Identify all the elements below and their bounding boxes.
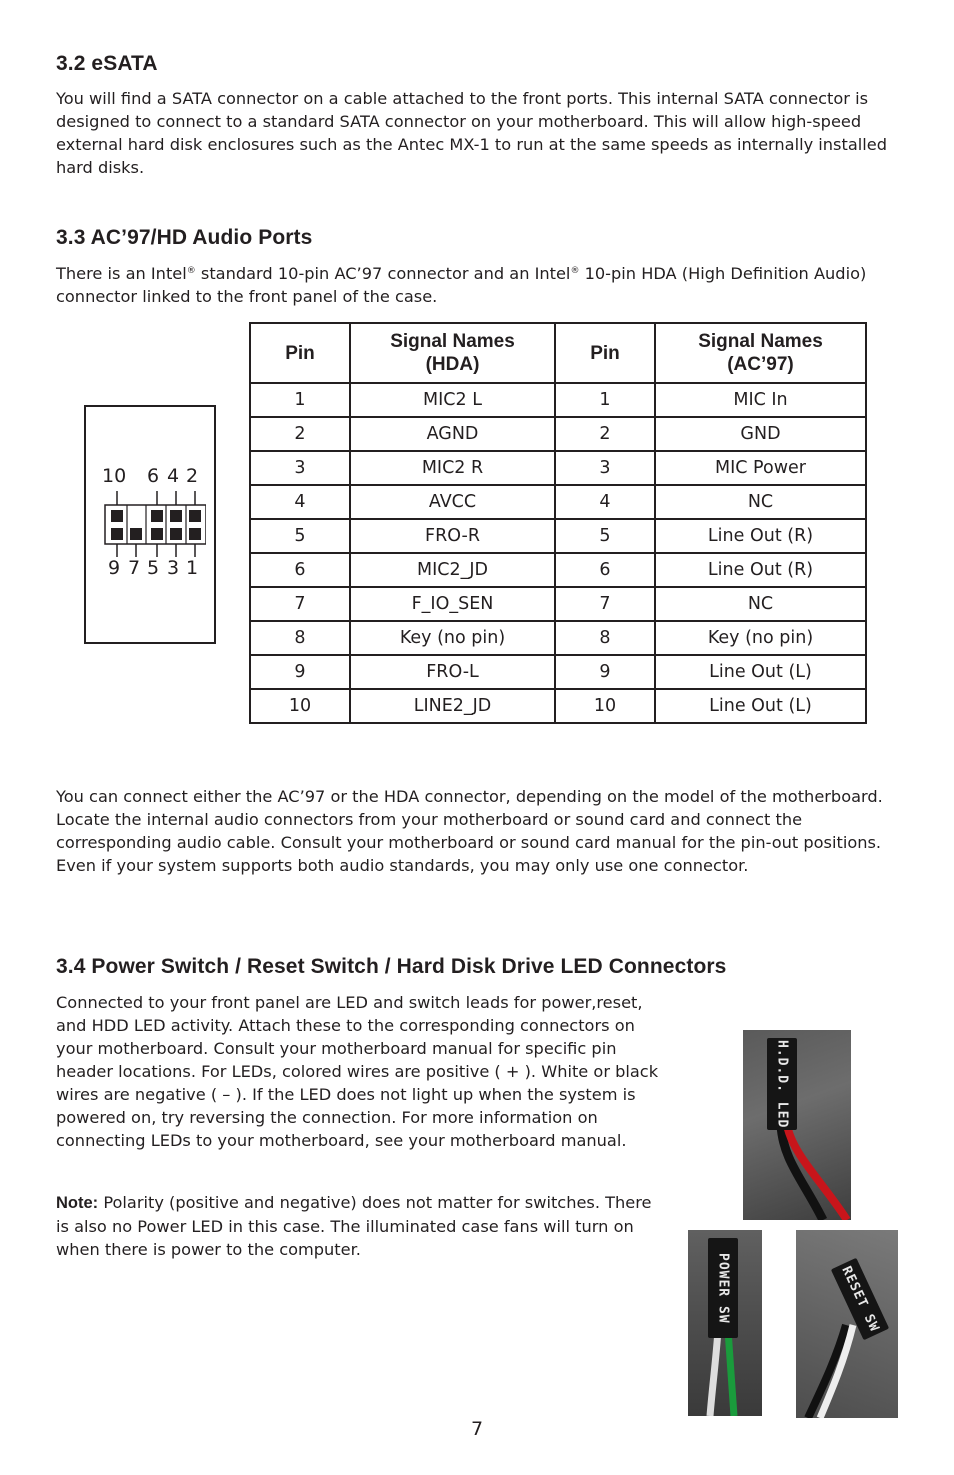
esata-heading: 3.2 eSATA — [56, 52, 158, 75]
cell-signal-ac97: MIC In — [655, 383, 866, 417]
cell-signal-ac97: GND — [655, 417, 866, 451]
cell-signal-hda: AGND — [350, 417, 555, 451]
hdd-led-photo — [743, 1030, 851, 1220]
cell-signal-ac97: NC — [655, 587, 866, 621]
reset-sw-label: RESET SW — [831, 1258, 889, 1341]
table-row — [250, 451, 866, 485]
cell-signal-hda: AVCC — [350, 485, 555, 519]
cell-pin-hda: 6 — [250, 553, 350, 587]
pin-label-4: 4 — [167, 465, 180, 487]
pin-label-10: 10 — [102, 465, 127, 487]
cell-pin-ac97: 4 — [555, 485, 655, 519]
cell-pin-hda: 7 — [250, 587, 350, 621]
cell-signal-ac97: Key (no pin) — [655, 621, 866, 655]
cell-pin-hda: 4 — [250, 485, 350, 519]
cell-signal-ac97: MIC Power — [655, 451, 866, 485]
pin-label-3: 3 — [167, 557, 180, 579]
pin-label-7: 7 — [128, 557, 141, 579]
cell-signal-hda: F_IO_SEN — [350, 587, 555, 621]
cell-pin-hda: 1 — [250, 383, 350, 417]
cell-pin-ac97: 5 — [555, 519, 655, 553]
audio-intro: There is an Intel® standard 10-pin AC’97 connector and an Intel® 10-pin HDA (High Definition Audio) connector linked to the front panel of the case. — [56, 264, 867, 306]
cell-signal-hda: LINE2_JD — [350, 689, 555, 723]
table-row — [250, 655, 866, 689]
cell-pin-ac97: 3 — [555, 451, 655, 485]
cell-pin-ac97: 1 — [555, 383, 655, 417]
cell-pin-hda: 2 — [250, 417, 350, 451]
cell-pin-ac97: 9 — [555, 655, 655, 689]
pin-label-2: 2 — [186, 465, 199, 487]
header-signal-hda: Signal Names (HDA) — [350, 323, 555, 383]
cell-pin-ac97: 2 — [555, 417, 655, 451]
table-row — [250, 689, 866, 723]
power-heading: 3.4 Power Switch / Reset Switch / Hard Disk Drive LED Connectors — [56, 955, 727, 978]
audio-body: You can connect either the AC’97 or the HDA connector, depending on the model of the motherboard. Locate the internal audio connectors from your motherboard or sound card and connect the corresponding audio cable. Consult your motherboard or sound card manual for the pin-out positions. Even if your system supports both audio standards, you may only use one connector. — [56, 787, 883, 875]
page-number: 7 — [470, 1418, 484, 1440]
cell-pin-hda: 3 — [250, 451, 350, 485]
pin-label-1: 1 — [186, 557, 199, 579]
power-sw-label: POWER SW — [708, 1238, 738, 1338]
reset-sw-photo — [796, 1230, 898, 1418]
table-row — [250, 553, 866, 587]
table-header-row — [250, 323, 866, 383]
cell-signal-hda: MIC2 R — [350, 451, 555, 485]
cell-signal-ac97: NC — [655, 485, 866, 519]
table-row — [250, 519, 866, 553]
cell-signal-ac97: Line Out (L) — [655, 689, 866, 723]
cell-pin-ac97: 6 — [555, 553, 655, 587]
power-note — [56, 1191, 666, 1261]
cell-pin-ac97: 10 — [555, 689, 655, 723]
cell-pin-hda: 10 — [250, 689, 350, 723]
audio-pin-table — [249, 322, 867, 724]
audio-heading: 3.3 AC’97/HD Audio Ports — [56, 226, 313, 249]
pin-label-6: 6 — [147, 465, 160, 487]
pin-label-9: 9 — [108, 557, 121, 579]
hdd-led-label: H.D.D. LED — [767, 1038, 797, 1130]
table-row — [250, 485, 866, 519]
cell-signal-hda: FRO-L — [350, 655, 555, 689]
power-body: Connected to your front panel are LED and switch leads for power,reset, and HDD LED activity. Attach these to the corresponding connectors on your motherboard. Consult your motherboard manual for specific pin header locations. For LEDs, colored wires are positive ( + ). White or black wires are negative ( – ). If the LED does not light up when the system is powered on, try reversing the connection. For more information on connecting LEDs to your motherboard, see your motherboard manual. — [56, 993, 659, 1150]
cell-pin-hda: 5 — [250, 519, 350, 553]
pin-header-graphic — [100, 491, 206, 559]
note-body: Polarity (positive and negative) does not matter for switches. There is also no Power LED in this case. The illuminated case fans will turn on when there is power to the computer. — [56, 1193, 652, 1259]
table-row — [250, 383, 866, 417]
cell-pin-ac97: 8 — [555, 621, 655, 655]
cell-signal-ac97: Line Out (R) — [655, 519, 866, 553]
cell-signal-ac97: Line Out (R) — [655, 553, 866, 587]
cell-pin-hda: 9 — [250, 655, 350, 689]
audio-connector-diagram — [84, 405, 216, 644]
power-sw-photo — [688, 1230, 762, 1416]
esata-body: You will find a SATA connector on a cable attached to the front ports. This internal SATA connector is designed to connect to a standard SATA connector on your motherboard. This will allow high-speed external hard disk enclosures such as the Antec MX-1 to run at the same speeds as internally installed hard disks. — [56, 89, 887, 177]
table-row — [250, 587, 866, 621]
cell-signal-hda: MIC2_JD — [350, 553, 555, 587]
cell-signal-ac97: Line Out (L) — [655, 655, 866, 689]
cell-signal-hda: MIC2 L — [350, 383, 555, 417]
header-pin-hda: Pin — [250, 323, 350, 383]
note-label: Note: — [56, 1194, 99, 1212]
table-row — [250, 621, 866, 655]
header-signal-ac97: Signal Names (AC’97) — [655, 323, 866, 383]
header-pin-ac97: Pin — [555, 323, 655, 383]
pin-label-5: 5 — [147, 557, 160, 579]
table-row — [250, 417, 866, 451]
cell-signal-hda: Key (no pin) — [350, 621, 555, 655]
cell-pin-hda: 8 — [250, 621, 350, 655]
cell-pin-ac97: 7 — [555, 587, 655, 621]
cell-signal-hda: FRO-R — [350, 519, 555, 553]
